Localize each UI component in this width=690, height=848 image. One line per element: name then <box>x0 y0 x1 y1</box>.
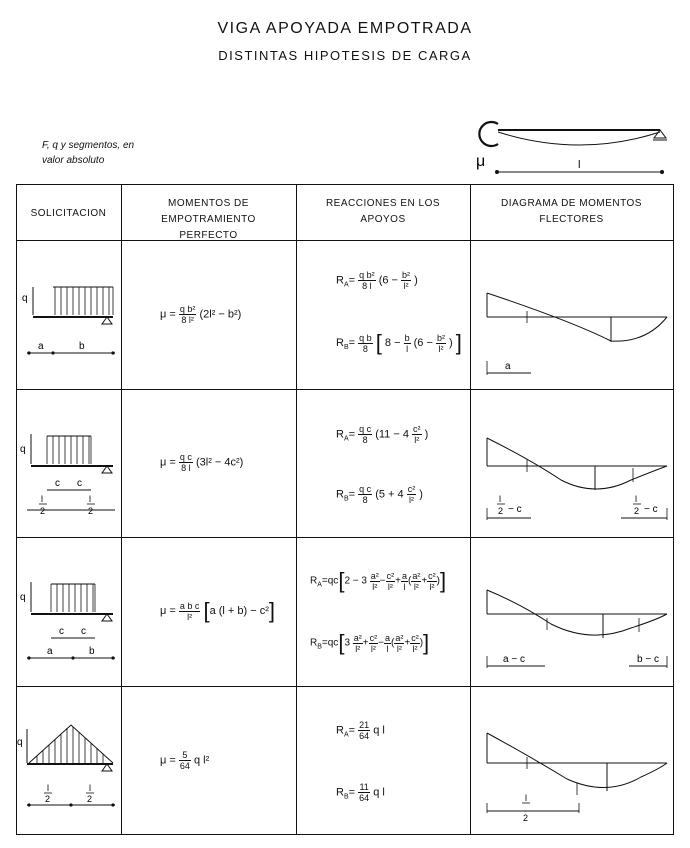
text: 8 − <box>384 336 401 349</box>
moment-formula-row-1 <box>160 304 241 325</box>
q-label: q <box>22 293 28 304</box>
note-line-1: F, q y segmentos, en <box>42 140 135 151</box>
r-symbol: R <box>336 336 344 349</box>
text: − <box>379 575 386 587</box>
header-solicitacion: SOLICITACION <box>30 208 107 219</box>
load-diagram-row-4 <box>17 687 121 835</box>
b-label: b <box>89 646 95 657</box>
mu-rest: q l² <box>193 754 210 767</box>
support-icon <box>654 130 666 138</box>
text: q l <box>373 786 385 799</box>
fraction-den: l² <box>414 435 420 445</box>
header-momentos-line-2: PERFECTO <box>179 230 238 241</box>
support-icon <box>102 317 112 324</box>
fraction-den: l² <box>429 581 435 592</box>
r-symbol: R <box>310 575 318 587</box>
eq: = <box>348 488 356 501</box>
text: ) <box>424 428 429 441</box>
r-sub: B <box>343 793 349 801</box>
mu-rest: (3l² − 4c²) <box>195 456 244 469</box>
l-label: l <box>89 494 91 504</box>
text: (6 − <box>378 274 398 287</box>
mu-lhs: μ = <box>160 754 176 767</box>
text: ) <box>449 336 453 349</box>
moment-diagram-row-3 <box>471 538 673 686</box>
fraction-num: c² <box>413 424 421 434</box>
bracket-close: ] <box>423 630 430 655</box>
bracket-close: ] <box>440 568 447 593</box>
text: ( <box>407 575 412 587</box>
text: + <box>395 575 401 587</box>
header-momentos-line-1: MOMENTOS DE EMPOTRAMIENTO <box>161 198 256 225</box>
mu-rest: a (l + b) − c² <box>209 604 269 617</box>
fraction-den: 64 <box>359 731 370 741</box>
l-den: 2 <box>40 506 46 516</box>
fraction-num: c² <box>386 570 395 581</box>
text: ) <box>419 637 424 649</box>
q-label: q <box>20 444 26 455</box>
fraction-num: a <box>384 632 390 643</box>
fraction-num: a b c <box>179 600 200 611</box>
mu-lhs: μ = <box>160 308 176 321</box>
eq: = <box>348 428 356 441</box>
bracket-close: ] <box>455 330 462 355</box>
l-den: 2 <box>523 813 529 823</box>
fraction-den: 8 l <box>181 463 191 473</box>
r-sub: B <box>317 643 322 651</box>
a-label: a <box>38 341 44 352</box>
reaction-a-row-4 <box>336 720 385 741</box>
eq: = <box>321 575 328 587</box>
eq: = <box>348 724 356 737</box>
text: ( <box>391 637 395 649</box>
q-label: q <box>17 737 23 748</box>
header-diagrama-line-2: FLECTORES <box>539 214 604 225</box>
reaction-b-row-3 <box>310 630 429 656</box>
l-label: l <box>89 783 91 793</box>
deflection-curve <box>498 132 660 145</box>
fraction-num: b² <box>436 332 445 343</box>
moment-formula-row-3 <box>160 598 275 624</box>
mu-lhs: μ = <box>160 604 176 617</box>
bracket-open: [ <box>375 330 382 355</box>
r-symbol: R <box>336 488 344 501</box>
c-label: c <box>55 478 60 489</box>
fraction-den: l² <box>387 581 393 592</box>
moment-formula-row-2 <box>160 452 243 473</box>
fraction-den: 8 <box>362 435 368 445</box>
fraction-den: l <box>406 343 409 354</box>
text: + <box>404 637 411 649</box>
reaction-a-row-3 <box>310 568 446 594</box>
fraction-den: l² <box>412 643 418 654</box>
fraction-num: c² <box>428 570 436 581</box>
r-symbol: R <box>310 637 318 649</box>
text: qc <box>327 575 339 587</box>
fixed-end-arc <box>479 122 498 146</box>
header-reacciones <box>296 196 470 228</box>
r-symbol: R <box>336 428 344 441</box>
fraction-den: 8 <box>362 495 368 505</box>
b-minus-c-label: b − c <box>637 654 659 665</box>
fraction-den: l² <box>438 343 444 354</box>
text: 2 − 3 <box>344 575 367 587</box>
a-label: a <box>505 361 511 372</box>
moment-diagram-row-4 <box>471 687 673 835</box>
l-label: l <box>635 494 637 504</box>
r-symbol: R <box>336 274 344 287</box>
fraction-num: 5 <box>179 750 191 761</box>
load-diagram-row-1 <box>17 241 121 389</box>
bracket-open: [ <box>203 598 210 623</box>
fraction-num: c² <box>407 484 416 494</box>
fraction-den: l <box>403 581 406 592</box>
l-den: 2 <box>45 794 51 804</box>
fraction-num: q c <box>359 424 372 434</box>
r-symbol: R <box>336 786 344 799</box>
r-sub: A <box>317 581 322 589</box>
fraction-den: 8 <box>362 343 368 354</box>
l-label: l <box>41 494 43 504</box>
l-den: 2 <box>498 506 504 516</box>
text: 3 <box>344 637 350 649</box>
fraction-num: a² <box>412 570 421 581</box>
fraction-den: 64 <box>359 793 370 803</box>
fraction-den: l² <box>413 581 419 592</box>
header-reacciones-line-1: REACCIONES EN LOS <box>325 198 441 209</box>
text: q l <box>373 724 385 737</box>
minus-c: − c <box>644 504 658 515</box>
support-icon <box>102 614 112 621</box>
fraction-num: b <box>404 332 410 343</box>
r-sub: B <box>343 495 349 503</box>
c-label: c <box>77 478 82 489</box>
reaction-b-row-1 <box>336 330 462 356</box>
l-label: l <box>525 793 527 803</box>
fraction-num: 21 <box>359 720 370 730</box>
text: ) <box>436 575 441 587</box>
c-label: c <box>59 626 64 637</box>
bracket-open: [ <box>338 630 345 655</box>
eq: = <box>348 786 356 799</box>
r-sub: B <box>343 344 349 352</box>
a-minus-c-label: a − c <box>503 654 525 665</box>
header-diagrama-line-1: DIAGRAMA DE MOMENTOS <box>501 198 642 209</box>
header-reacciones-line-2: APOYOS <box>360 214 406 225</box>
fraction-num: q c <box>359 484 372 494</box>
text: (11 − 4 <box>375 428 409 441</box>
reference-beam-diagram <box>470 110 680 182</box>
support-icon <box>102 764 112 771</box>
text: (6 − <box>413 336 433 349</box>
r-sub: A <box>343 281 349 289</box>
fraction-den: l² <box>396 643 402 654</box>
eq: = <box>348 336 356 349</box>
fraction-den: l² <box>370 643 376 654</box>
fraction-den: l² <box>187 611 193 622</box>
b-label: b <box>79 341 85 352</box>
fraction-num: a² <box>353 632 362 643</box>
page-subtitle: DISTINTAS HIPOTESIS DE CARGA <box>218 48 472 63</box>
fraction-num: a² <box>370 570 379 581</box>
fraction-num: b² <box>402 270 411 280</box>
reaction-a-row-1 <box>336 270 418 291</box>
load-diagram-row-2 <box>17 390 121 538</box>
l-den: 2 <box>87 794 93 804</box>
header-diagrama <box>470 196 673 228</box>
header-momentos <box>121 196 296 244</box>
eq: = <box>348 274 356 287</box>
fraction-num: q b² <box>179 304 196 314</box>
bracket-open: [ <box>338 568 345 593</box>
eq: = <box>321 637 328 649</box>
text: + <box>421 575 428 587</box>
fraction-num: a² <box>395 632 404 643</box>
fraction-num: c² <box>411 632 419 643</box>
text: (5 + 4 <box>375 488 404 501</box>
reaction-b-row-2 <box>336 484 423 505</box>
reaction-a-row-2 <box>336 424 428 445</box>
text: + <box>362 637 369 649</box>
fraction-num: q b² <box>359 270 375 280</box>
fraction-num: a <box>401 570 407 581</box>
fraction-num: 11 <box>359 782 369 792</box>
text: − <box>378 637 384 649</box>
mu-rest: (2l² − b²) <box>199 308 242 321</box>
reaction-b-row-4 <box>336 782 385 803</box>
c-label: c <box>81 626 86 637</box>
minus-c: − c <box>508 504 522 515</box>
triangular-load <box>29 725 113 763</box>
fraction-den: l <box>386 643 389 654</box>
r-sub: A <box>343 731 349 739</box>
fraction-den: 8 l <box>362 281 372 291</box>
mu-label: μ <box>476 153 486 170</box>
text: ) <box>414 274 418 287</box>
r-symbol: R <box>336 724 344 737</box>
l-label: l <box>499 494 501 504</box>
fraction-den: 64 <box>179 761 190 771</box>
l-den: 2 <box>88 506 94 516</box>
fraction-den: 8 l² <box>181 315 194 325</box>
moment-diagram-row-1 <box>471 241 673 389</box>
fraction-num: q b <box>359 332 372 343</box>
note-line-2: valor absoluto <box>42 155 105 166</box>
fraction-den: l² <box>408 495 414 505</box>
support-icon <box>102 466 112 473</box>
text: qc <box>327 637 339 649</box>
l-label: l <box>578 159 581 171</box>
moment-formula-row-4 <box>160 750 209 771</box>
text: ) <box>419 488 423 501</box>
fraction-den: l² <box>372 581 378 592</box>
fraction-num: c² <box>369 632 378 643</box>
q-label: q <box>20 592 26 603</box>
r-sub: A <box>343 435 349 443</box>
l-den: 2 <box>634 506 640 516</box>
fraction-den: l² <box>403 281 409 291</box>
a-label: a <box>47 646 53 657</box>
fraction-num: q c <box>179 452 192 462</box>
fraction-den: l² <box>355 643 361 654</box>
mu-lhs: μ = <box>160 456 176 469</box>
bracket-close: ] <box>268 598 276 623</box>
load-diagram-row-3 <box>17 538 121 686</box>
moment-diagram-row-2 <box>471 390 673 538</box>
note <box>42 138 134 168</box>
page-title: VIGA APOYADA EMPOTRADA <box>217 20 473 37</box>
l-label: l <box>47 783 49 793</box>
